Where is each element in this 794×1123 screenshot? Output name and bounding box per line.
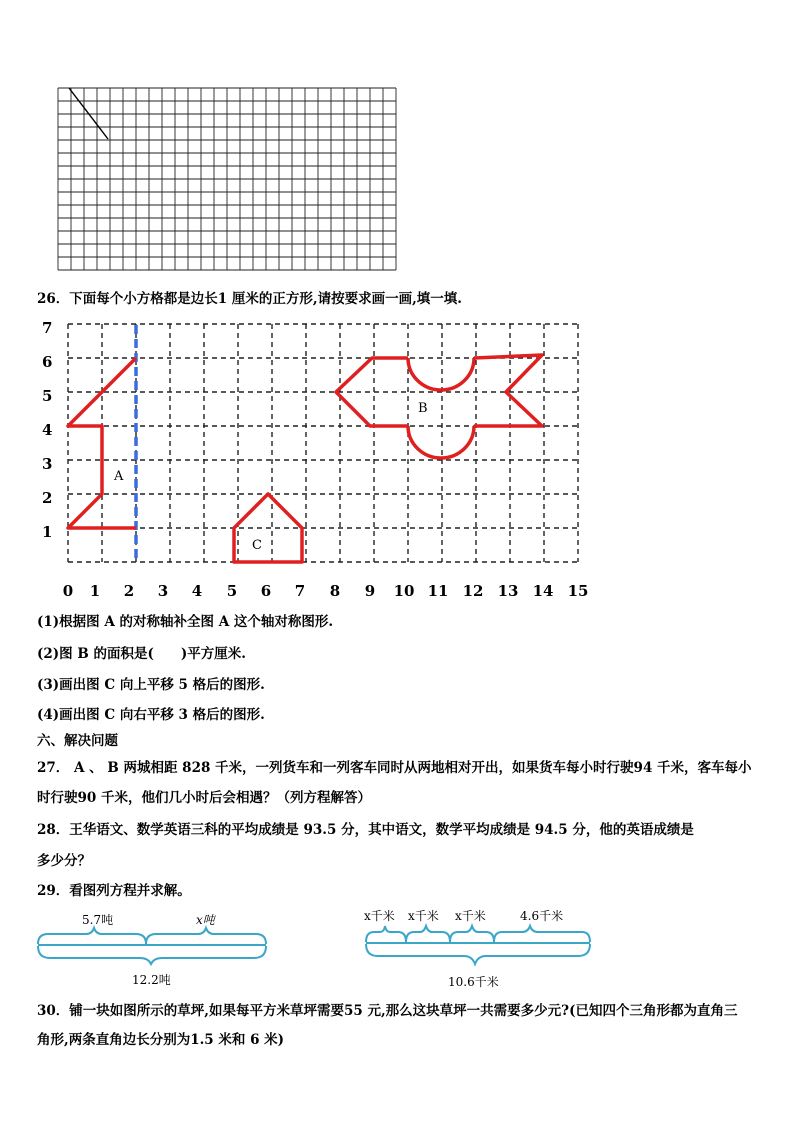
x-label-14: 14 — [532, 582, 554, 600]
top-grid-lines — [58, 88, 396, 270]
q26-sub1: (1)根据图 A 的对称轴补全图 A 这个轴对称图形. — [37, 614, 334, 630]
q26-sub3: (3)画出图 C 向上平移 5 格后的图形. — [37, 677, 265, 693]
shape-b — [336, 355, 542, 458]
x-label-11: 11 — [427, 582, 449, 600]
x-label-8: 8 — [329, 582, 341, 600]
q26-sub4: (4)画出图 C 向右平移 3 格后的图形. — [37, 707, 265, 723]
y-label-6: 6 — [42, 353, 53, 371]
top-grid-diagonal — [69, 88, 108, 139]
shape-c-label: C — [252, 538, 262, 553]
x-label-5: 5 — [226, 582, 238, 600]
q29-right-top4: 4.6千米 — [520, 909, 564, 923]
q29-right-bottom: 10.6千米 — [448, 975, 499, 989]
x-label-2: 2 — [123, 582, 135, 600]
q29-right-diagram — [360, 906, 600, 990]
x-label-0: 0 — [62, 582, 74, 600]
q28-line2: 多少分？ — [37, 853, 91, 869]
q29-left-top2: x吨 — [196, 913, 215, 927]
x-label-7: 7 — [294, 582, 306, 600]
y-label-2: 2 — [42, 489, 53, 507]
q29-right-top3: x千米 — [455, 909, 486, 923]
x-label-15: 15 — [567, 582, 589, 600]
y-axis-labels — [42, 319, 52, 541]
x-label-6: 6 — [260, 582, 272, 600]
y-label-1: 1 — [42, 523, 53, 541]
x-label-13: 13 — [497, 582, 519, 600]
q28-line1: 28．王华语文、数学英语三科的平均成绩是 93.5 分，其中语文，数学平均成绩是 94.5 分，他的英语成绩是 — [37, 822, 694, 838]
x-label-9: 9 — [364, 582, 376, 600]
q30-line2: 角形,两条直角边长分别为1.5 米和 6 米) — [37, 1032, 285, 1048]
q29-left-top1: 5.7吨 — [82, 913, 114, 927]
q29-left-bottom: 12.2吨 — [132, 973, 171, 987]
x-label-10: 10 — [393, 582, 415, 600]
q27-line1: 27． A 、 B 两城相距 828 千米，一列货车和一列客车同时从两地相对开出，如果货车每小时行驶94 千米，客车每小 — [37, 760, 752, 776]
q29-title: 29．看图列方程并求解。 — [37, 883, 191, 899]
q29-right-top1: x千米 — [364, 909, 395, 923]
q26-sub2: (2)图 B 的面积是( )平方厘米. — [37, 646, 246, 662]
top-grid — [56, 86, 402, 274]
y-label-7: 7 — [42, 319, 53, 337]
q29-left-diagram — [34, 908, 274, 990]
shape-a — [68, 358, 136, 528]
y-label-5: 5 — [42, 387, 53, 405]
shape-b-label: B — [418, 401, 428, 416]
section-6-heading: 六、解决问题 — [37, 733, 118, 749]
x-label-12: 12 — [462, 582, 484, 600]
x-label-1: 1 — [89, 582, 101, 600]
q26-title: 26．下面每个小方格都是边长1 厘米的正方形,请按要求画一画,填一填. — [37, 291, 462, 307]
x-axis-labels — [63, 582, 589, 600]
x-label-3: 3 — [157, 582, 169, 600]
q29-right-top2: x千米 — [408, 909, 439, 923]
y-label-4: 4 — [42, 421, 53, 439]
q26-figure — [36, 318, 596, 600]
q30-line1: 30．铺一块如图所示的草坪,如果每平方米草坪需要55 元,那么这块草坪一共需要多少元?(已知四个三角形都为直角三 — [37, 1003, 738, 1019]
dashed-grid — [68, 324, 578, 562]
y-label-3: 3 — [42, 455, 53, 473]
q27-line2: 时行驶90 千米，他们几小时后会相遇？（列方程解答） — [37, 790, 371, 806]
x-label-4: 4 — [191, 582, 203, 600]
shape-a-label: A — [114, 469, 124, 484]
